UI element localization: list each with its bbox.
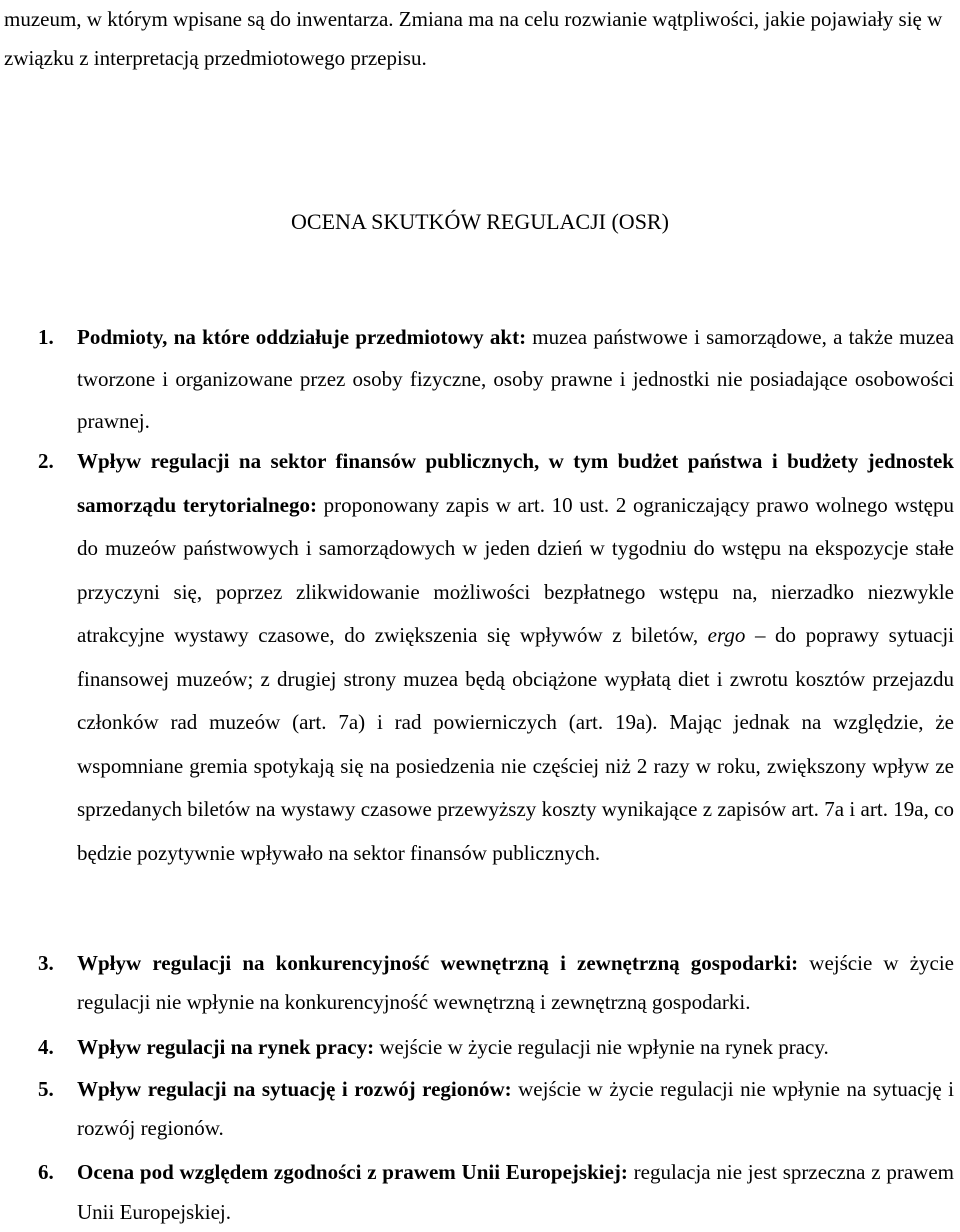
item-text-continued: – do poprawy sytuacji finansowej muzeów; z drugiej strony muzea będą obciążone wypłatą diet i zwrotu kosztów przejazdu członków rad muzeów (art. 7a) i rad powierniczych (art. 19a). Mając jednak na względzie, że wspomniane gremia spotykają się na posiedzenia nie częściej niż 2 razy w roku, zwiększony wpływ ze sprzedanych biletów na wystawy czasowe przewyższy koszty wynikające z zapisów art. 7a i art. 19a, co będzie pozytywnie wpływało na sektor finansów publicznych. xyxy=(77,623,954,865)
section-heading: OCENA SKUTKÓW REGULACJI (OSR) xyxy=(291,209,669,234)
item-text: wejście w życie regulacji nie wpłynie na rynek pracy. xyxy=(374,1035,829,1059)
list-item-3 xyxy=(38,944,954,1022)
item-text: muzea państwowe i samorządowe, a także muzea tworzone i organizowane przez osoby fizyczne, osoby prawne i jednostki nie posiadające osobowości prawnej. xyxy=(77,325,954,433)
item-title: Wpływ regulacji na konkurencyjność wewnętrzną i zewnętrzną gospodarki: xyxy=(77,951,799,975)
item-body xyxy=(77,1070,954,1148)
intro-paragraph: muzeum, w którym wpisane są do inwentarza. Zmiana ma na celu rozwianie wątpliwości, jakie pojawiały się w związku z interpretacją przedmiotowego przepisu. xyxy=(4,7,943,70)
item-text: wejście w życie regulacji nie wpłynie na konkurencyjność wewnętrzną i zewnętrzną gospodarki. xyxy=(77,951,954,1014)
item-number: 1. xyxy=(38,325,54,349)
item-title: Wpływ regulacji na rynek pracy: xyxy=(77,1035,375,1059)
item-italic-text: ergo xyxy=(707,623,746,647)
list-item-1 xyxy=(38,316,954,442)
item-title: Ocena pod względem zgodności z prawem Unii Europejskiej: xyxy=(77,1160,628,1184)
list-item-2 xyxy=(38,440,954,875)
item-number: 3. xyxy=(38,951,54,975)
item-body xyxy=(77,944,954,1022)
item-title: Podmioty, na które oddziałuje przedmiotowy akt: xyxy=(77,325,527,349)
item-body xyxy=(77,1028,954,1067)
item-body xyxy=(77,316,954,442)
item-title: Wpływ regulacji na sytuację i rozwój regionów: xyxy=(77,1077,512,1101)
item-number: 4. xyxy=(38,1035,54,1059)
item-text: proponowany zapis w art. 10 ust. 2 ograniczający prawo wolnego wstępu do muzeów państwowych i samorządowych w jeden dzień w tygodniu do wstępu na ekspozycje stałe przyczyni się, poprzez zlikwidowanie możliwości bezpłatnego wstępu na, nierzadko niezwykle atrakcyjne wystawy czasowe, do zwiększenia się wpływów z biletów, xyxy=(77,492,954,647)
item-text: wejście w życie regulacji nie wpłynie na sytuację i rozwój regionów. xyxy=(77,1077,954,1140)
item-body xyxy=(77,440,954,875)
list-item-5 xyxy=(38,1070,954,1148)
list-item-4 xyxy=(38,1028,954,1067)
item-number: 2. xyxy=(38,449,54,473)
item-body xyxy=(77,1152,954,1232)
list-item-6 xyxy=(38,1152,954,1232)
item-title: Wpływ regulacji na sektor finansów publicznych, w tym budżet państwa i budżety jednostek samorządu terytorialnego: xyxy=(77,449,954,517)
item-number: 6. xyxy=(38,1160,54,1184)
item-text: regulacja nie jest sprzeczna z prawem Unii Europejskiej. xyxy=(77,1160,954,1224)
item-number: 5. xyxy=(38,1077,54,1101)
